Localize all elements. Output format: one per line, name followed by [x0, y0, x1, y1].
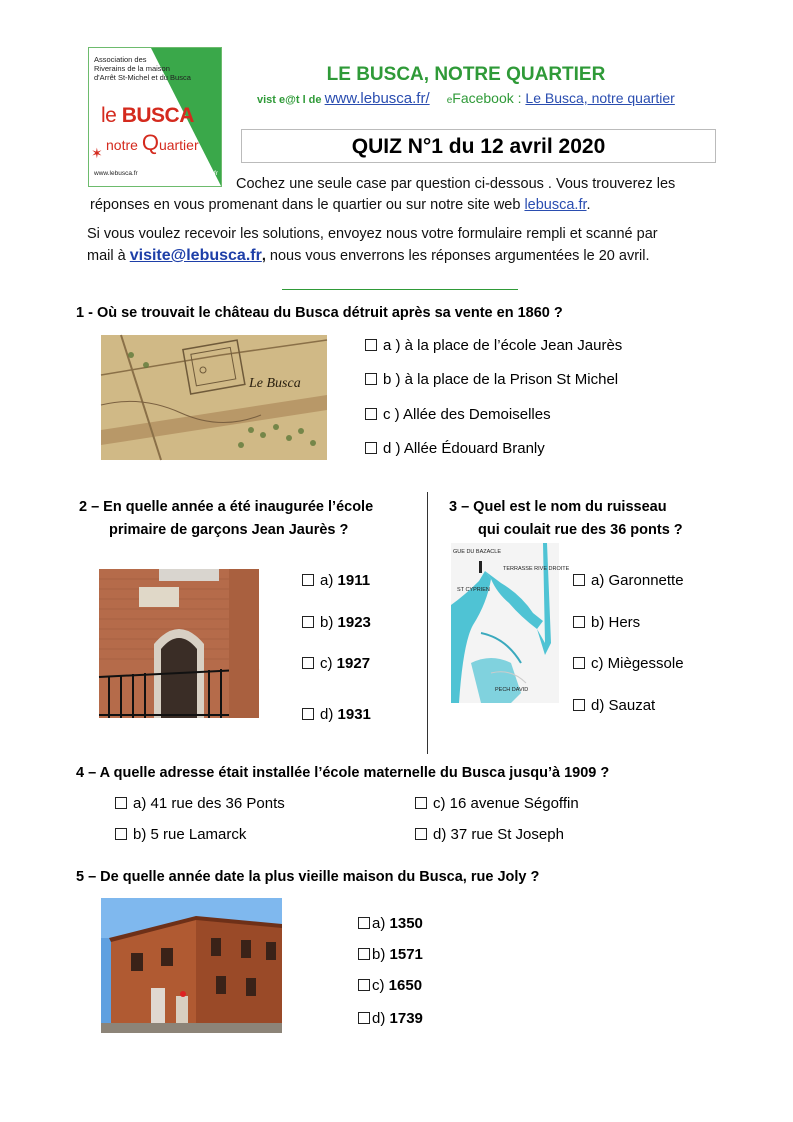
old-map-image: [101, 335, 327, 460]
q4-option-c[interactable]: c) 16 avenue Ségoffin: [415, 795, 579, 812]
question-2-line-1: 2 – En quelle année a été inaugurée l’école: [79, 499, 374, 515]
river-map-image: [451, 543, 570, 703]
q4-option-b[interactable]: b) 5 rue Lamarck: [115, 826, 246, 843]
checkbox-icon: [415, 797, 427, 809]
checkbox-icon: [115, 797, 127, 809]
q5-option-d[interactable]: d) 1739: [358, 1010, 423, 1027]
logo-brand-quartier: notre Quartier: [106, 130, 199, 155]
checkbox-icon: [573, 616, 585, 628]
q2-option-b[interactable]: b) 1923: [302, 614, 371, 631]
q3-option-c[interactable]: c) Miègessole: [573, 655, 684, 672]
q3-option-b[interactable]: b) Hers: [573, 614, 640, 631]
checkbox-icon: [302, 574, 314, 586]
logo-brand-busca: le BUSCA: [101, 104, 194, 127]
svg-text:ST CYPRIEN: ST CYPRIEN: [457, 587, 490, 593]
checkbox-icon: [358, 1012, 370, 1024]
old-house-photo: [101, 898, 282, 1033]
question-1: 1 - Où se trouvait le château du Busca détruit après sa vente en 1860 ?: [76, 305, 563, 321]
q1-option-b[interactable]: b ) à la place de la Prison St Michel: [365, 371, 618, 388]
q2-option-d[interactable]: d) 1931: [302, 706, 371, 723]
checkbox-icon: [302, 616, 314, 628]
checkbox-icon: [365, 442, 377, 454]
checkbox-icon: [415, 828, 427, 840]
q1-option-a[interactable]: a ) à la place de l’école Jean Jaurès: [365, 337, 622, 354]
intro-line-1: Cochez une seule case par question ci-dessous . Vous trouverez les: [236, 176, 676, 192]
lebusca-link[interactable]: lebusca.fr: [524, 197, 587, 213]
svg-text:GUE DU BAZACLE: GUE DU BAZACLE: [453, 549, 501, 555]
column-divider: [427, 492, 428, 754]
question-2-line-2: primaire de garçons Jean Jaurès ?: [109, 522, 349, 538]
checkbox-icon: [573, 699, 585, 711]
logo-star-icon: ✶: [91, 145, 103, 161]
checkbox-icon: [573, 657, 585, 669]
q4-option-a[interactable]: a) 41 rue des 36 Ponts: [115, 795, 285, 812]
logo-association-name: Association des Riverains de la maison d'Arrêt St-Michel et du Busca: [94, 55, 191, 82]
intro-line-2: réponses en vous promenant dans le quartier ou sur notre site web lebusca.fr.: [90, 197, 591, 213]
intro-line-3: Si vous voulez recevoir les solutions, envoyez nous votre formulaire rempli et scanné par: [87, 226, 658, 242]
checkbox-icon: [302, 708, 314, 720]
checkbox-icon: [302, 657, 314, 669]
facebook-link[interactable]: Le Busca, notre quartier: [525, 90, 675, 106]
svg-text:TERRASSE RIVE DROITE: TERRASSE RIVE DROITE: [503, 566, 570, 572]
q2-option-c[interactable]: c) 1927: [302, 655, 370, 672]
school-photo: [99, 569, 259, 718]
header-links: vist e@t l de www.lebusca.fr/ eFacebook : Le Busca, notre quartier: [257, 90, 675, 107]
separator-line: [282, 289, 518, 290]
page-title: LE BUSCA, NOTRE QUARTIER: [326, 64, 606, 85]
question-3-line-2: qui coulait rue des 36 ponts ?: [478, 522, 683, 538]
q3-option-a[interactable]: a) Garonnette: [573, 572, 684, 589]
map-label: Le Busca: [249, 376, 301, 391]
quiz-title: QUIZ N°1 du 12 avril 2020: [241, 129, 716, 163]
q5-option-c[interactable]: c) 1650: [358, 977, 422, 994]
q4-option-d[interactable]: d) 37 rue St Joseph: [415, 826, 564, 843]
q2-option-a[interactable]: a) 1911: [302, 572, 370, 589]
question-5: 5 – De quelle année date la plus vieille maison du Busca, rue Joly ?: [76, 869, 540, 885]
question-3-line-1: 3 – Quel est le nom du ruisseau: [449, 499, 667, 515]
question-4: 4 – A quelle adresse était installée l’école maternelle du Busca jusqu’à 1909 ?: [76, 765, 610, 781]
q1-option-c[interactable]: c ) Allée des Demoiselles: [365, 406, 551, 423]
site-link[interactable]: www.lebusca.fr/: [324, 90, 430, 107]
checkbox-icon: [358, 917, 370, 929]
checkbox-icon: [573, 574, 585, 586]
checkbox-icon: [115, 828, 127, 840]
q1-option-d[interactable]: d ) Allée Édouard Branly: [365, 440, 545, 457]
checkbox-icon: [365, 373, 377, 385]
checkbox-icon: [365, 408, 377, 420]
intro-line-4: mail à visite@lebusca.fr, nous vous enverrons les réponses argumentées le 20 avril.: [87, 247, 650, 264]
q5-option-b[interactable]: b) 1571: [358, 946, 423, 963]
q3-option-d[interactable]: d) Sauzat: [573, 697, 655, 714]
association-logo: [88, 47, 222, 187]
logo-footer: www.lebusca.fr contact@lebusca.fr: [94, 170, 218, 177]
checkbox-icon: [358, 948, 370, 960]
q5-option-a[interactable]: a) 1350: [358, 915, 423, 932]
checkbox-icon: [365, 339, 377, 351]
checkbox-icon: [358, 979, 370, 991]
email-link[interactable]: visite@lebusca.fr: [129, 247, 262, 264]
svg-text:PECH DAVID: PECH DAVID: [495, 687, 529, 693]
